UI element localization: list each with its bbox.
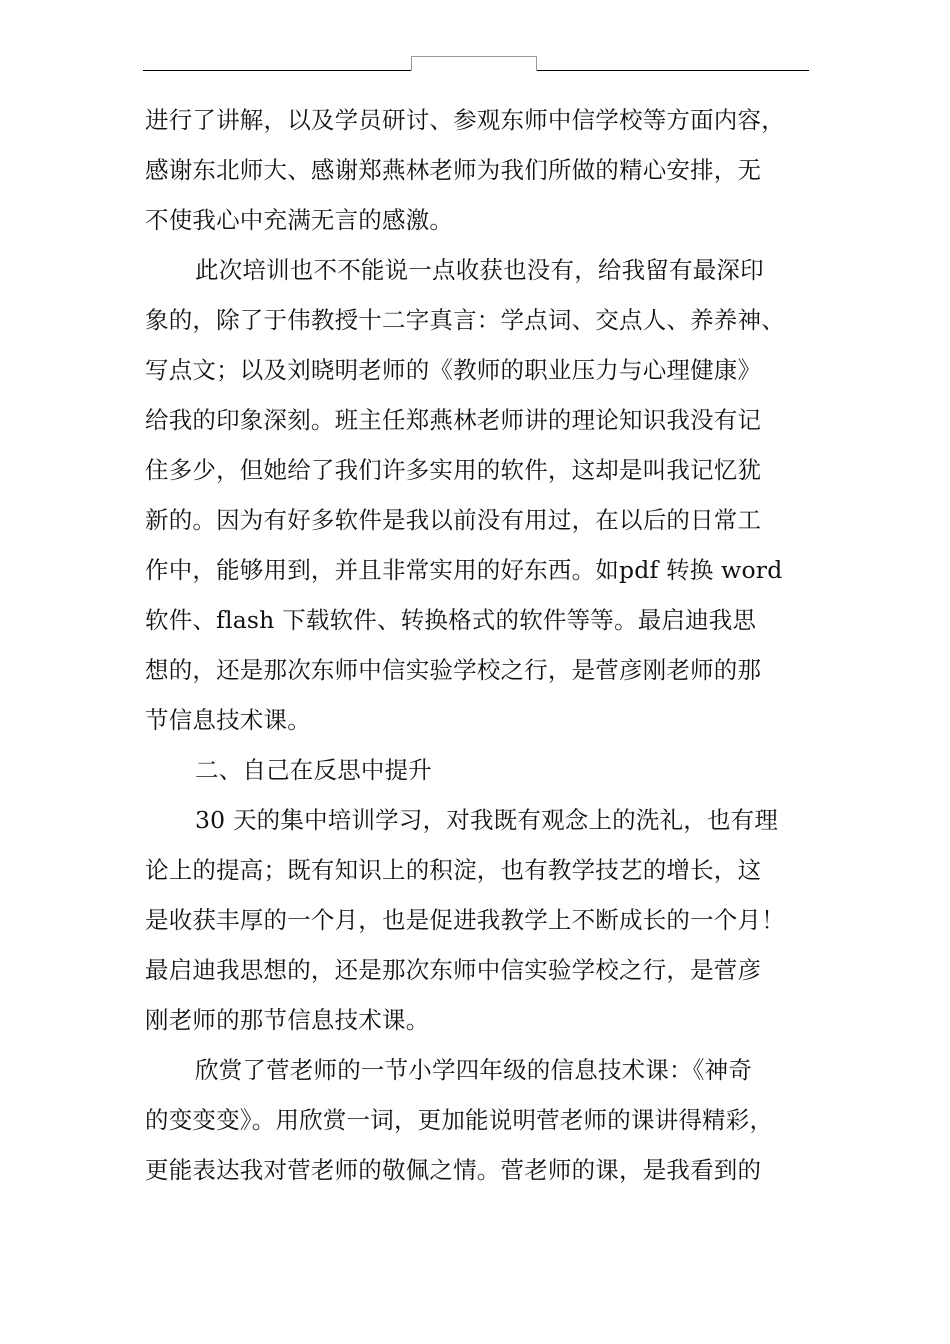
paragraph-start-line: 此次培训也不不能说一点收获也没有，给我留有最深印 (195, 256, 764, 284)
text-line: 最启迪我思想的，还是那次东师中信实验学校之行，是菅彦 (145, 956, 762, 984)
text-line: 写点文；以及刘晓明老师的《教师的职业压力与心理健康》 (145, 356, 762, 384)
text-line: 给我的印象深刻。班主任郑燕林老师讲的理论知识我没有记 (145, 406, 762, 434)
text-line: 住多少，但她给了我们许多实用的软件，这却是叫我记忆犹 (145, 456, 762, 484)
text-line: 象的，除了于伟教授十二字真言：学点词、交点人、养养神、 (145, 306, 785, 334)
text-line: 软件、flash 下载软件、转换格式的软件等等。最启迪我思 (145, 606, 757, 634)
text-line: 作中，能够用到，并且非常实用的好东西。如pdf 转换 word (145, 556, 783, 584)
text-line: 感谢东北师大、感谢郑燕林老师为我们所做的精心安排，无 (145, 156, 762, 184)
text-line: 的变变变》。用欣赏一词，更加能说明菅老师的课讲得精彩， (145, 1106, 774, 1134)
text-line: 更能表达我对菅老师的敬佩之情。菅老师的课，是我看到的 (145, 1156, 762, 1184)
paragraph-start-line: 30 天的集中培训学习，对我既有观念上的洗礼，也有理 (195, 806, 779, 834)
text-line: 新的。因为有好多软件是我以前没有用过，在以后的日常工 (145, 506, 762, 534)
text-line: 进行了讲解，以及学员研讨、参观东师中信学校等方面内容， (145, 106, 785, 134)
section-heading: 二、自己在反思中提升 (195, 756, 432, 784)
text-line: 节信息技术课。 (145, 706, 311, 734)
text-line: 是收获丰厚的一个月，也是促进我教学上不断成长的一个月！ (145, 906, 785, 934)
header-tab (411, 56, 537, 71)
document-body (145, 95, 811, 1195)
text-line: 刚老师的那节信息技术课。 (145, 1006, 430, 1034)
text-line: 论上的提高；既有知识上的积淀，也有教学技艺的增长，这 (145, 856, 762, 884)
text-line: 想的，还是那次东师中信实验学校之行，是菅彦刚老师的那 (145, 656, 762, 684)
text-line: 不使我心中充满无言的感激。 (145, 206, 454, 234)
paragraph-start-line: 欣赏了菅老师的一节小学四年级的信息技术课：《神奇 (195, 1056, 753, 1084)
